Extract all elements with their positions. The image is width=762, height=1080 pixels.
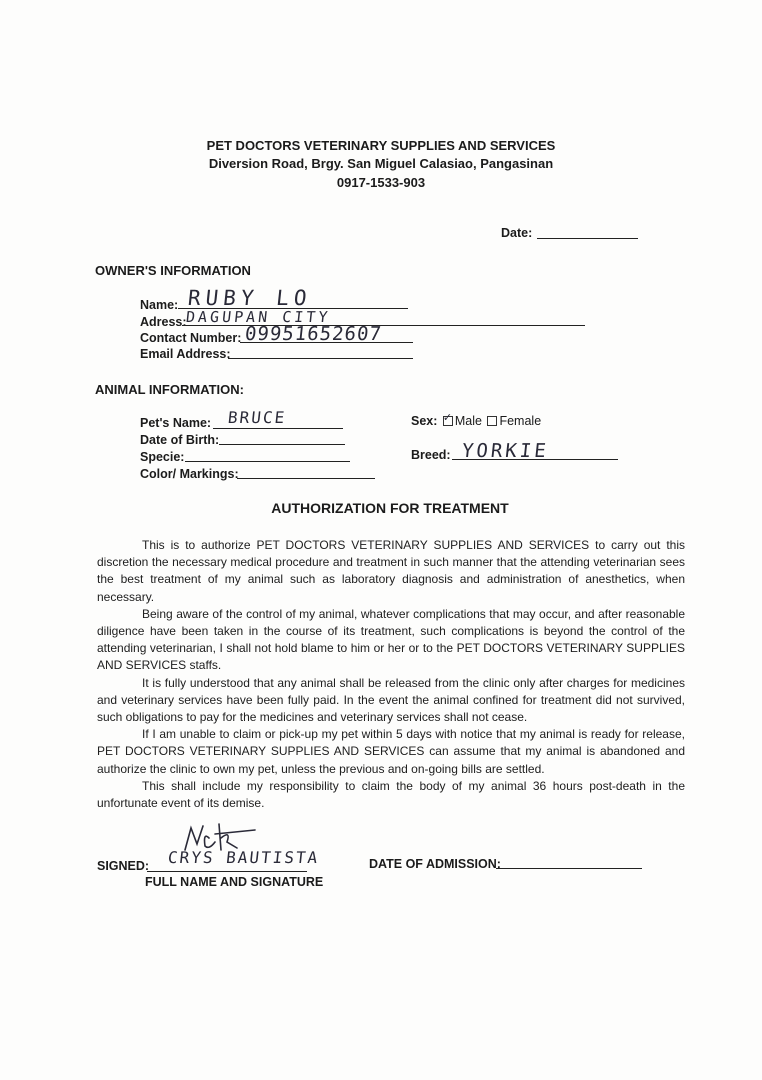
dob-field[interactable] — [219, 444, 345, 445]
date-label: Date: — [501, 226, 533, 240]
dob-label: Date of Birth: — [140, 433, 220, 447]
color-label: Color/ Markings: — [140, 467, 239, 481]
male-checkbox[interactable] — [443, 416, 453, 426]
specie-field[interactable] — [185, 461, 350, 462]
specie-label: Specie: — [140, 450, 185, 464]
signature-field[interactable] — [147, 871, 307, 872]
breed-value: YORKIE — [460, 440, 550, 462]
owner-heading: OWNER'S INFORMATION — [95, 263, 251, 278]
signed-label: SIGNED: — [97, 859, 150, 873]
authorization-title: AUTHORIZATION FOR TREATMENT — [271, 500, 509, 516]
paragraph-1: This is to authorize PET DOCTORS VETERINARY SUPPLIES AND SERVICES to carry out this discretion the necessary medical procedure and treatment in such manner that the attending veterinarian sees the best treatment of my animal such as laboratory diagnosis and administration of anesthetics, when necessary. — [97, 538, 685, 604]
owner-name-value: RUBY LO — [186, 286, 313, 310]
authorization-body — [97, 537, 685, 812]
sex-field — [411, 414, 541, 428]
paragraph-3: It is fully understood that any animal shall be released from the clinic only after charges for medicines and veterinary services have been fully paid. In the event the animal confined for treatment did not survived, such obligations to pay for the medicines and veterinary services shall not cease. — [97, 675, 685, 725]
breed-label: Breed: — [411, 448, 451, 462]
female-checkbox[interactable] — [487, 416, 497, 426]
contact-value: 09951652607 — [243, 323, 383, 345]
admission-date-label: DATE OF ADMISSION: — [369, 857, 501, 871]
clinic-address: Diversion Road, Brgy. San Miguel Calasiao, Pangasinan — [208, 156, 554, 171]
paragraph-2: Being aware of the control of my animal, whatever complications that may occur, and after reasonable diligence have been taken in the course of its treatment, such complications is beyond the control of the attending veterinarian, I shall not hold blame to him or her or to the PET DOCTORS VETERINARY SUPPLIES AND SERVICES staffs. — [97, 606, 685, 673]
male-label: Male — [454, 414, 482, 428]
sex-label: Sex: — [411, 414, 438, 428]
pet-name-field[interactable] — [213, 428, 343, 429]
signer-name: CRYS BAUTISTA — [167, 848, 321, 867]
animal-heading: ANIMAL INFORMATION: — [95, 382, 244, 397]
owner-name-label: Name: — [140, 298, 179, 312]
email-field[interactable] — [228, 358, 413, 359]
pet-name-label: Pet's Name: — [140, 416, 212, 430]
pet-name-value: BRUCE — [227, 408, 288, 427]
clinic-name: PET DOCTORS VETERINARY SUPPLIES AND SERVICES — [206, 138, 556, 153]
paragraph-5: This shall include my responsibility to claim the body of my animal 36 hours post-death in the unfortunate event of its demise. — [97, 778, 685, 811]
female-label: Female — [499, 414, 542, 428]
clinic-phone: 0917-1533-903 — [336, 175, 426, 190]
paragraph-4: If I am unable to claim or pick-up my pet within 5 days with notice that my animal is ready for release, PET DOCTORS VETERINARY SUPPLIES AND SERVICES can assume that my animal is abandoned and authorize the clinic to own my pet, unless the previous and on-going bills are settled. — [97, 727, 685, 776]
date-field[interactable] — [537, 238, 638, 239]
signature-caption: FULL NAME AND SIGNATURE — [145, 875, 324, 889]
email-label: Email Address: — [140, 347, 231, 361]
contact-label: Contact Number: — [140, 331, 242, 345]
color-field[interactable] — [237, 478, 375, 479]
admission-date-field[interactable] — [496, 868, 642, 869]
owner-address-label: Adress: — [140, 315, 187, 329]
owner-address-value: DAGUPAN CITY — [185, 308, 332, 326]
